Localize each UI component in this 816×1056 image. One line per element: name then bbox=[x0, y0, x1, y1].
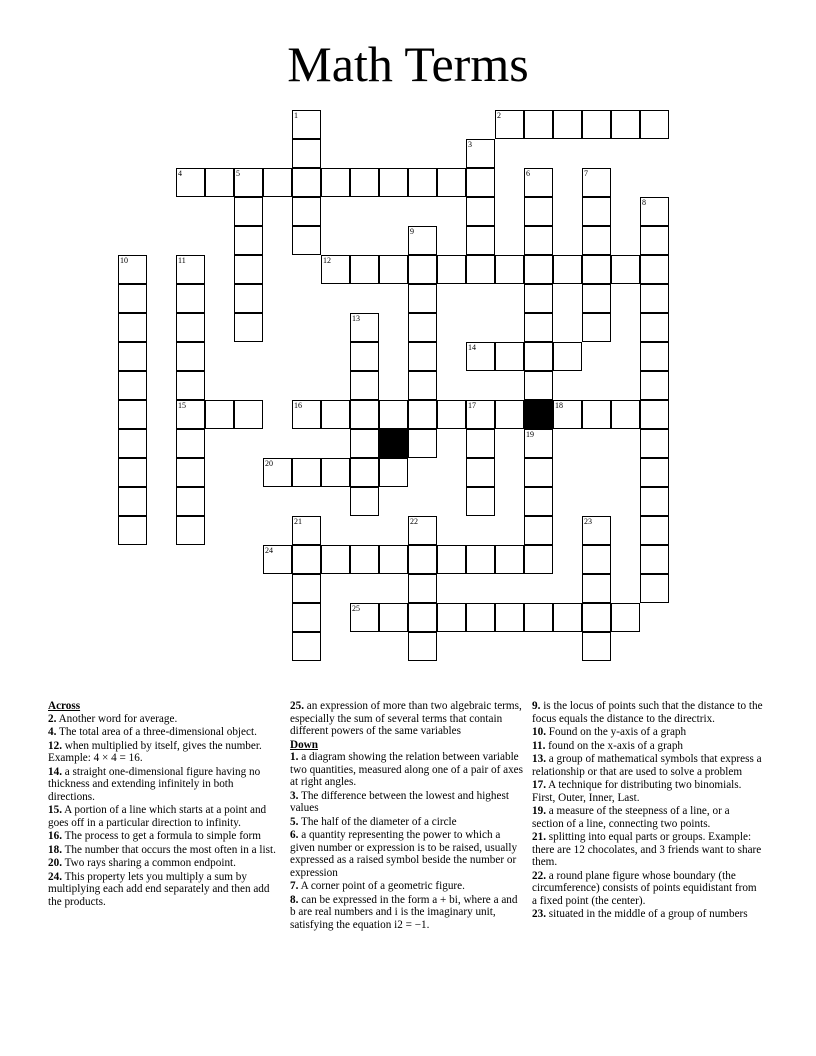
crossword-cell[interactable] bbox=[640, 400, 669, 429]
crossword-cell[interactable] bbox=[640, 197, 669, 226]
crossword-cell[interactable] bbox=[118, 313, 147, 342]
crossword-cell[interactable] bbox=[350, 487, 379, 516]
crossword-cell[interactable] bbox=[118, 255, 147, 284]
crossword-cell[interactable] bbox=[553, 342, 582, 371]
clue-item bbox=[48, 766, 278, 804]
clue-number: 16 bbox=[294, 401, 302, 410]
clue-number: 2 bbox=[497, 111, 501, 120]
clues-column-2 bbox=[290, 700, 524, 932]
crossword-cell[interactable] bbox=[495, 255, 524, 284]
crossword-cell[interactable] bbox=[408, 342, 437, 371]
crossword-cell[interactable] bbox=[553, 255, 582, 284]
crossword-cell[interactable] bbox=[640, 516, 669, 545]
crossword-cell[interactable] bbox=[118, 371, 147, 400]
crossword-cell[interactable] bbox=[640, 545, 669, 574]
crossword-cell[interactable] bbox=[379, 603, 408, 632]
crossword-cell[interactable] bbox=[466, 458, 495, 487]
crossword-cell[interactable] bbox=[292, 545, 321, 574]
crossword-cell[interactable] bbox=[640, 110, 669, 139]
clue-item-number: 14. bbox=[48, 765, 62, 778]
clue-item-number: 19. bbox=[532, 805, 546, 817]
crossword-cell[interactable] bbox=[118, 342, 147, 371]
clue-item-number: 25. bbox=[290, 700, 304, 712]
crossword-cell[interactable] bbox=[466, 139, 495, 168]
clue-item bbox=[290, 816, 524, 829]
crossword-cell[interactable] bbox=[176, 458, 205, 487]
crossword-cell[interactable] bbox=[350, 545, 379, 574]
clue-item bbox=[48, 871, 278, 909]
clue-number: 8 bbox=[642, 198, 646, 207]
crossword-cell[interactable] bbox=[582, 632, 611, 661]
clue-item bbox=[532, 831, 764, 869]
clue-item-text: a group of mathematical symbols that express a relationship or that are used to solve a problem bbox=[532, 753, 762, 778]
crossword-cell[interactable] bbox=[524, 603, 553, 632]
clue-number: 24 bbox=[265, 546, 273, 555]
crossword-cell[interactable] bbox=[176, 168, 205, 197]
clue-item bbox=[48, 740, 278, 765]
clues-column-1 bbox=[48, 700, 278, 909]
crossword-cell[interactable] bbox=[292, 110, 321, 139]
crossword-cell[interactable] bbox=[524, 487, 553, 516]
crossword-cell[interactable] bbox=[263, 545, 292, 574]
crossword-cell[interactable] bbox=[466, 342, 495, 371]
crossword-cell[interactable] bbox=[553, 603, 582, 632]
crossword-cell[interactable] bbox=[350, 458, 379, 487]
clue-number: 20 bbox=[265, 459, 273, 468]
clue-item bbox=[290, 700, 524, 738]
crossword-cell[interactable] bbox=[408, 255, 437, 284]
crossword-cell[interactable] bbox=[640, 429, 669, 458]
crossword-cell[interactable] bbox=[437, 168, 466, 197]
crossword-cell[interactable] bbox=[408, 516, 437, 545]
clue-item-text: a round plane figure whose boundary (the circumference) consists of points equidistant from a fixed point (the center). bbox=[532, 869, 757, 907]
crossword-cell[interactable] bbox=[466, 226, 495, 255]
clue-item bbox=[532, 740, 764, 753]
clue-item-text: situated in the middle of a group of numbers bbox=[548, 908, 748, 920]
crossword-cell[interactable] bbox=[495, 400, 524, 429]
crossword-cell[interactable] bbox=[263, 168, 292, 197]
clue-item-number: 12. bbox=[48, 739, 62, 752]
crossword-cell[interactable] bbox=[524, 545, 553, 574]
clue-number: 9 bbox=[410, 227, 414, 236]
crossword-cell[interactable] bbox=[350, 313, 379, 342]
crossword-cell[interactable] bbox=[118, 429, 147, 458]
crossword-cell[interactable] bbox=[582, 255, 611, 284]
crossword-cell[interactable] bbox=[234, 168, 263, 197]
crossword-cell[interactable] bbox=[466, 168, 495, 197]
crossword-cell[interactable] bbox=[524, 516, 553, 545]
clue-item-text: found on the x-axis of a graph bbox=[548, 739, 684, 752]
clue-item bbox=[532, 753, 764, 778]
clue-item-text: a quantity representing the power to which a given number or expression is to be raised, usually expressed as a raised symbol beside the number or expression bbox=[290, 829, 518, 879]
crossword-cell[interactable] bbox=[234, 284, 263, 313]
crossword-cell[interactable] bbox=[321, 400, 350, 429]
across-header: Across bbox=[48, 700, 81, 712]
clue-item bbox=[532, 779, 764, 804]
clue-item-text: splitting into equal parts or groups. Example: there are 12 chocolates, and 3 friends want to share them. bbox=[532, 831, 762, 868]
crossword-cell[interactable] bbox=[205, 400, 234, 429]
crossword-cell[interactable] bbox=[582, 516, 611, 545]
crossword-cell[interactable] bbox=[524, 342, 553, 371]
crossword-cell[interactable] bbox=[292, 603, 321, 632]
crossword-cell[interactable] bbox=[408, 284, 437, 313]
crossword-cell[interactable] bbox=[379, 255, 408, 284]
clue-number: 23 bbox=[584, 517, 592, 526]
crossword-cell[interactable] bbox=[524, 458, 553, 487]
clue-number: 7 bbox=[584, 169, 588, 178]
clue-item-number: 17. bbox=[532, 779, 546, 791]
crossword-cell[interactable] bbox=[350, 255, 379, 284]
crossword-cell[interactable] bbox=[234, 226, 263, 255]
clue-item bbox=[48, 830, 278, 843]
crossword-cell[interactable] bbox=[176, 429, 205, 458]
crossword-cell[interactable] bbox=[640, 342, 669, 371]
crossword-cell[interactable] bbox=[524, 110, 553, 139]
clue-item-text: The difference between the lowest and highest values bbox=[290, 789, 509, 814]
clue-item bbox=[48, 844, 278, 857]
crossword-cell[interactable] bbox=[176, 313, 205, 342]
clue-item-text: A technique for distributing two binomials. First, Outer, Inner, Last. bbox=[532, 779, 742, 804]
crossword-cell[interactable] bbox=[234, 255, 263, 284]
crossword-cell[interactable] bbox=[524, 371, 553, 400]
crossword-cell[interactable] bbox=[495, 110, 524, 139]
down-clue-list-continued bbox=[532, 700, 764, 921]
clue-number: 22 bbox=[410, 517, 418, 526]
crossword-cell[interactable] bbox=[408, 574, 437, 603]
clue-item-text: The number that occurs the most often in a list. bbox=[64, 843, 276, 856]
clue-item bbox=[48, 857, 278, 870]
crossword-cell[interactable] bbox=[176, 487, 205, 516]
clue-item-number: 21. bbox=[532, 831, 546, 843]
crossword-cell[interactable] bbox=[408, 313, 437, 342]
clue-item-number: 15. bbox=[48, 804, 62, 816]
crossword-cell[interactable] bbox=[611, 603, 640, 632]
clue-item-text: Another word for average. bbox=[58, 712, 178, 725]
clue-item-number: 24. bbox=[48, 870, 62, 883]
across-clue-list bbox=[48, 713, 278, 909]
clue-number: 12 bbox=[323, 256, 331, 265]
clue-number: 18 bbox=[555, 401, 563, 410]
clue-item bbox=[290, 790, 524, 815]
crossword-cell[interactable] bbox=[582, 545, 611, 574]
crossword-cell[interactable] bbox=[234, 313, 263, 342]
crossword-cell[interactable] bbox=[408, 168, 437, 197]
crossword-cell[interactable] bbox=[292, 632, 321, 661]
crossword-cell[interactable] bbox=[321, 545, 350, 574]
clue-item-text: The total area of a three-dimensional object. bbox=[59, 726, 257, 738]
crossword-cell[interactable] bbox=[408, 632, 437, 661]
crossword-cell[interactable] bbox=[466, 487, 495, 516]
crossword-cell[interactable] bbox=[437, 603, 466, 632]
clue-item bbox=[290, 894, 524, 932]
clue-number: 13 bbox=[352, 314, 360, 323]
crossword-cell[interactable] bbox=[408, 371, 437, 400]
crossword-cell[interactable] bbox=[524, 284, 553, 313]
clue-item-number: 7. bbox=[290, 880, 299, 892]
crossword-cell[interactable] bbox=[118, 516, 147, 545]
crossword-cell[interactable] bbox=[292, 574, 321, 603]
clue-number: 17 bbox=[468, 401, 476, 410]
clue-number: 6 bbox=[526, 169, 530, 178]
crossword-cell[interactable] bbox=[379, 545, 408, 574]
clue-item-text: This property lets you multiply a sum by multiplying each add end separately and then add the products. bbox=[48, 870, 270, 908]
clue-number: 15 bbox=[178, 401, 186, 410]
crossword-cell[interactable] bbox=[176, 255, 205, 284]
crossword-cell[interactable] bbox=[524, 226, 553, 255]
crossword-cell[interactable] bbox=[524, 168, 553, 197]
crossword-cell[interactable] bbox=[582, 197, 611, 226]
clue-item bbox=[532, 700, 764, 725]
clue-number: 10 bbox=[120, 256, 128, 265]
clues-column-3 bbox=[532, 700, 764, 922]
crossword-cell[interactable] bbox=[640, 574, 669, 603]
crossword-cell[interactable] bbox=[379, 400, 408, 429]
crossword-cell[interactable] bbox=[640, 458, 669, 487]
crossword-cell[interactable] bbox=[466, 255, 495, 284]
crossword-cell[interactable] bbox=[292, 197, 321, 226]
crossword-cell[interactable] bbox=[321, 458, 350, 487]
crossword-cell[interactable] bbox=[553, 110, 582, 139]
clue-item-text: a diagram showing the relation between variable two quantities, measured along one of a pair of axes at right angles. bbox=[290, 751, 523, 788]
clue-item-number: 6. bbox=[290, 829, 299, 841]
crossword-cell[interactable] bbox=[408, 603, 437, 632]
crossword-cell[interactable] bbox=[350, 400, 379, 429]
clue-item bbox=[532, 805, 764, 830]
crossword-cell[interactable] bbox=[118, 400, 147, 429]
clue-item bbox=[290, 829, 524, 879]
clue-item-text: A corner point of a geometric figure. bbox=[300, 880, 465, 892]
clue-item-text: The half of the diameter of a circle bbox=[301, 815, 457, 828]
black-square bbox=[524, 400, 553, 429]
crossword-cell[interactable] bbox=[350, 371, 379, 400]
clue-item bbox=[532, 726, 764, 739]
crossword-cell[interactable] bbox=[118, 458, 147, 487]
crossword-cell[interactable] bbox=[408, 545, 437, 574]
clue-item bbox=[48, 804, 278, 829]
crossword-cell[interactable] bbox=[321, 168, 350, 197]
clue-item-number: 2. bbox=[48, 712, 57, 725]
crossword-cell[interactable] bbox=[524, 255, 553, 284]
clue-item-number: 11. bbox=[532, 739, 546, 752]
crossword-cell[interactable] bbox=[524, 429, 553, 458]
crossword-cell[interactable] bbox=[640, 487, 669, 516]
black-square bbox=[379, 429, 408, 458]
crossword-cell[interactable] bbox=[524, 313, 553, 342]
crossword-cell[interactable] bbox=[437, 255, 466, 284]
clue-number: 25 bbox=[352, 604, 360, 613]
crossword-cell[interactable] bbox=[350, 342, 379, 371]
clue-item bbox=[532, 870, 764, 908]
crossword-cell[interactable] bbox=[379, 458, 408, 487]
clue-number: 21 bbox=[294, 517, 302, 526]
clue-item-number: 3. bbox=[290, 789, 299, 802]
clue-item-text: when multiplied by itself, gives the number. Example: 4 × 4 = 16. bbox=[48, 739, 262, 764]
crossword-cell[interactable] bbox=[263, 458, 292, 487]
crossword-cell[interactable] bbox=[118, 284, 147, 313]
clue-item-number: 10. bbox=[532, 726, 546, 738]
crossword-cell[interactable] bbox=[640, 284, 669, 313]
crossword-cell[interactable] bbox=[379, 168, 408, 197]
crossword-cell[interactable] bbox=[582, 603, 611, 632]
crossword-cell[interactable] bbox=[176, 284, 205, 313]
crossword-cell[interactable] bbox=[292, 516, 321, 545]
crossword-cell[interactable] bbox=[292, 226, 321, 255]
crossword-cell[interactable] bbox=[582, 110, 611, 139]
crossword-cell[interactable] bbox=[466, 197, 495, 226]
crossword-cell[interactable] bbox=[466, 603, 495, 632]
crossword-cell[interactable] bbox=[611, 400, 640, 429]
crossword-cell[interactable] bbox=[408, 400, 437, 429]
clue-item bbox=[532, 908, 764, 921]
down-clue-list bbox=[290, 751, 524, 931]
clue-item-number: 23. bbox=[532, 908, 546, 920]
crossword-cell[interactable] bbox=[495, 545, 524, 574]
clue-number: 1 bbox=[294, 111, 298, 120]
crossword-cell[interactable] bbox=[611, 255, 640, 284]
down-header: Down bbox=[290, 738, 318, 751]
clue-item-text: is the locus of points such that the distance to the focus equals the distance to the directrix. bbox=[532, 700, 763, 725]
crossword-cell[interactable] bbox=[176, 371, 205, 400]
across-clue-list-continued bbox=[290, 700, 524, 738]
crossword-cell[interactable] bbox=[582, 168, 611, 197]
crossword-cell[interactable] bbox=[234, 197, 263, 226]
crossword-cell[interactable] bbox=[408, 429, 437, 458]
clue-number: 19 bbox=[526, 430, 534, 439]
crossword-cell[interactable] bbox=[176, 342, 205, 371]
crossword-cell[interactable] bbox=[437, 400, 466, 429]
crossword-cell[interactable] bbox=[611, 110, 640, 139]
clue-item-text: can be expressed in the form a + bi, where a and b are real numbers and i is the imaginary unit, satisfying the equation i2 = −1. bbox=[290, 893, 518, 931]
crossword-cell[interactable] bbox=[292, 400, 321, 429]
crossword-cell[interactable] bbox=[176, 400, 205, 429]
crossword-cell[interactable] bbox=[466, 545, 495, 574]
crossword-cell[interactable] bbox=[553, 400, 582, 429]
crossword-cell[interactable] bbox=[640, 313, 669, 342]
clue-item-number: 22. bbox=[532, 869, 546, 882]
clue-number: 11 bbox=[178, 256, 186, 265]
clue-item bbox=[48, 726, 278, 739]
clue-number: 14 bbox=[468, 343, 476, 352]
clue-number: 3 bbox=[468, 140, 472, 149]
crossword-cell[interactable] bbox=[582, 284, 611, 313]
crossword-cell[interactable] bbox=[408, 226, 437, 255]
crossword-cell[interactable] bbox=[524, 197, 553, 226]
crossword-cell[interactable] bbox=[118, 487, 147, 516]
clue-item-number: 16. bbox=[48, 830, 62, 842]
clue-item-text: a straight one-dimensional figure having no thickness and extending infinitely in both directions. bbox=[48, 765, 261, 803]
crossword-cell[interactable] bbox=[321, 255, 350, 284]
clue-item-number: 13. bbox=[532, 753, 546, 765]
crossword-cell[interactable] bbox=[437, 545, 466, 574]
crossword-cell[interactable] bbox=[292, 168, 321, 197]
crossword-cell[interactable] bbox=[176, 516, 205, 545]
clue-item bbox=[290, 880, 524, 893]
clue-item-number: 4. bbox=[48, 726, 57, 738]
crossword-cell[interactable] bbox=[350, 603, 379, 632]
crossword-cell[interactable] bbox=[466, 429, 495, 458]
clue-item-number: 9. bbox=[532, 700, 541, 712]
clue-item bbox=[48, 713, 278, 726]
clue-item-number: 1. bbox=[290, 751, 299, 763]
crossword-cell[interactable] bbox=[292, 139, 321, 168]
crossword-cell[interactable] bbox=[205, 168, 234, 197]
crossword-cell[interactable] bbox=[292, 458, 321, 487]
crossword-cell[interactable] bbox=[466, 400, 495, 429]
clue-item-text: Two rays sharing a common endpoint. bbox=[64, 857, 236, 869]
clue-item-number: 8. bbox=[290, 893, 299, 906]
crossword-cell[interactable] bbox=[350, 168, 379, 197]
crossword-cell[interactable] bbox=[234, 400, 263, 429]
crossword-cell[interactable] bbox=[640, 226, 669, 255]
crossword-cell[interactable] bbox=[582, 574, 611, 603]
crossword-cell[interactable] bbox=[640, 255, 669, 284]
clue-item-number: 18. bbox=[48, 843, 62, 856]
crossword-cell[interactable] bbox=[495, 603, 524, 632]
clue-item-text: A portion of a line which starts at a point and goes off in a particular direction to infinity. bbox=[48, 804, 267, 829]
clue-number: 4 bbox=[178, 169, 182, 178]
crossword-cell[interactable] bbox=[582, 313, 611, 342]
crossword-cell[interactable] bbox=[495, 342, 524, 371]
page-title: Math Terms bbox=[287, 36, 529, 92]
clue-item-text: Found on the y-axis of a graph bbox=[548, 726, 687, 738]
crossword-cell[interactable] bbox=[350, 429, 379, 458]
crossword-cell[interactable] bbox=[582, 226, 611, 255]
crossword-cell[interactable] bbox=[640, 371, 669, 400]
clue-item-text: The process to get a formula to simple form bbox=[64, 830, 261, 842]
clue-item-text: an expression of more than two algebraic terms, especially the sum of several terms that contain different powers of the same variables bbox=[290, 700, 522, 737]
crossword-cell[interactable] bbox=[582, 400, 611, 429]
clue-item-number: 5. bbox=[290, 815, 299, 828]
clue-item-text: a measure of the steepness of a line, or a section of a line, connecting two points. bbox=[532, 805, 730, 830]
clue-number: 5 bbox=[236, 169, 240, 178]
clue-item bbox=[290, 751, 524, 789]
clue-item-number: 20. bbox=[48, 857, 62, 869]
